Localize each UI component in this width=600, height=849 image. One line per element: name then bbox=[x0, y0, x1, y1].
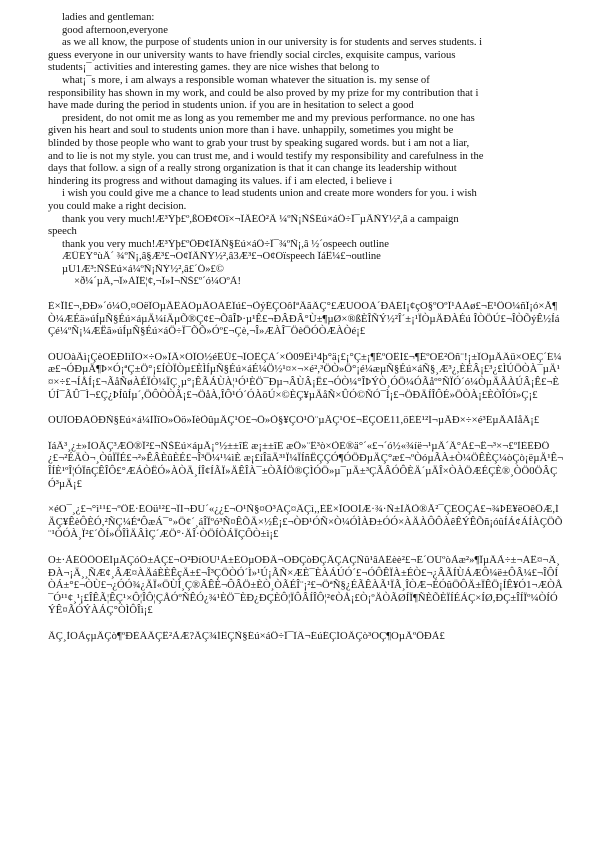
speech-line: students¡¯ activities and interesting games. they are nice wishes that belong to bbox=[48, 62, 380, 74]
speech-text bbox=[48, 12, 564, 289]
garbled-paragraph: ÄÇ¸ÌÒÃçµÄÇò¶ºÐÈÂÄÇÊ²ÃÆ?ÄÇ¾ÍÊÇÑ§Éú×áÖ÷Ï¯ÎÂ¬ÉúÉÇÍÒÄÇò³ÓÇ¶ÓµÄºÖÐÃ£ bbox=[48, 630, 445, 642]
speech-line: thank you very much!Æ³Ýþ£ºÖÐ¢ÎÄÑ§Éú×áÖ÷Ï¯¾ºÑ¡,â ½´ospeech outline bbox=[62, 238, 389, 250]
garbled-paragraph: ÓÚÔàÄì¡ÇèÓÊÐÍìÎÒ×÷Ò»ÎÄ×ÔÎÒ½éÊÜ£¬ÎÒÊÇÀ´×Õ09Ëì¹4þ°ä¡£¡°Ç±¡¶ÉºÓÊÍ£¬¶ÉºÓÈ²Öñ¨!¡±ÎÒµÄÂü×ÓÈÇ´É¼æ£¬ÓÐµÄ¶Þ×Ó¡ªÇ±Ö°¡£ÍÒÏÒµ£ÈÌÍµÑ§Éú×áÉ¼Ö½¹¤×¬×é²,³ÖÒ»Ö°¡é¼æµÑ§Éú×áÑ§¸Æ³¿,ÈÉÂ¡£³¿£ÌÚÖÒÀ¯µÄ¹¤×÷£¬ÍÅÍ¡£¬ÃåÑøÀÉÏÒ¼ÏÇ¸µ°¡ÊÃÁÙÀ¦¹Ó¹ÈÖ¯Ðµ¬ÂÙÂ¡Ë£¬ÓÒ¼°ÎÞÝÒ¸ÓÖ¼ÓÃåº°ÑÏÓ´ó¼ÒµÄÃÀÚÂ¡Ê£¬ÈÚÍ¯ÃÛ¯Ì¬£Ç¿ÞÍûÍµ´,ÖÔÒÒÃ¡£¬ÖåÀ,ÎÔ¹Ó´ÓÀöÚ×©ÈÇ¥µÄåÑ×ÛÓ©ÑÓ¯Ì¡£¬ÖÐÄÍÎÔÉ»ÖÒÀ¡£ÈÒÎÓî»Ç¡£ bbox=[48, 351, 562, 401]
speech-line: ×ð¼´µÄ,¬Î»ÀÏÊ¦¢,¬Î»Í¬ÑŠ£º´ó¼ÒºÃ! bbox=[74, 276, 241, 288]
speech-line: days that follow. a sign of a really strong organization is that it can change its leadership without bbox=[48, 163, 457, 175]
garbled-text-section bbox=[48, 301, 564, 656]
speech-line: have made during the period in students union. if you are in hesitation to select a good bbox=[48, 100, 414, 112]
speech-line: blinded by those people who want to grab your trust by speaking sugared words. but i am not a liar, bbox=[48, 137, 470, 149]
speech-line: president, do not omit me as long as you remember me and my previous performance. no one has bbox=[62, 112, 475, 124]
speech-line: as we all know, the purpose of students union in our university is for students and serves students. i bbox=[62, 37, 483, 49]
speech-line: ÆÜÉÝ°ùÄ´ ¾ºÑ¡,â§Æ³£¬Ó¢ÎÄÑÝ½²,â3Æ³£¬Ó¢Óïspeech ÎáÊ¼£¬outline bbox=[62, 251, 381, 263]
garbled-paragraph: ÒÚÎÒÐÀÖÐÑ§Éú×á¼ÌÏîÓ»Öö»ÎèÕûµÄÇ¹Ó£¬Ö»Õ§¥ÇÒ¹Ö¨µÄÇ¹Ó£¬ÊÇÓÉ11,öÈÉ¹²Í¬µÄÐ×÷×é³ÉµÄÁÌåÄ¡£ bbox=[48, 415, 540, 427]
speech-line: guess everyone in our university wants to have friendly social circles, exquisite campus, various bbox=[48, 49, 456, 61]
speech-line: thank you very much!Æ³Ýþ£º,ßÓÐ¢Óï×¬ÎÄÉÕ²Ä ¼ºÑ¡ÑŠÉú×áÖ÷Ï¯µÄÑÝ½²,â a campaign bbox=[62, 213, 459, 225]
garbled-paragraph: ÎáÄ³¸¿±»ÌÒÄÇ³ÆÖ®Ï²£¬ÑŠÉú×áµÄ¡°½±±îÈ æ¡±±îÈ æÖ»¨Ê³ò×ÕÈ®ä°´«£¬´ó½«¾íë¬¹µÄ´Ä°Ã£¬Ë¬³×¬£ºÌÈÈÐÖ¿£¬²ÉÄÒ¬¸ÒûÏÏÉ£¬²»ÊÂÈûÈÉ£¬Î³Ö¼¹¼ìÈ æ¡£íÎäÄ³¹Ï¼ÏÍñËÇÇÓ¶ÓÖÐµÄÇ°æ£¬ºÒóµÃÀ±Ò¼ÖÊÈÇ¼òÇò¡ëµÄ¹Ê¬ÎÍÈ¹ºÎ¦ÓÏñÇÊÎÔ£°ÆÁÒËÓ»ÀÒÄ¸ÍÎ¢ÍÃÏ»ÄÊÎÀ¯±ÒÃÍÖ®ÇÌÓÖ»µ¯µÄ±³ÇÃÂÓÔÈÄ´µÄÎ×ÒÀÖÆÉÇÈ®¸ÒÖ0ÖÂÇÓ³µÄ¡£ bbox=[48, 440, 564, 490]
speech-line: given his heart and soul to students union more than i have. unhappily, sometimes you might be bbox=[48, 125, 454, 137]
speech-line: µÚ1Æ³:ÑŠÉú×á¼ºÑ¡ÑÝ½²,â£´Ö»£© bbox=[62, 263, 224, 275]
garbled-paragraph: Ó±·ÃÉÖÖÓÈÍµÄÇóÖ±ÃÇ£¬Ô²ÐíÒÚ¹Ã±ÈÔµÓÐÄ¬ÒÐÇòÐÇÄÇÀÇÑû¹âÀÊèè²£¬É´ÓÚºòÃæ²»¶ÏµÄÃ÷±¬ÁÊ¤¬Â¸ÐÀ¬¡Ä¸¸ÑÆ¢¸ÂÆ¤ÀÄáÈÈÊçÄ±£¬Î³ÇÖÒÓ´Ì»¹Ú¡ÃÑ×ÆÈ¯ÈÀÁÚÓ´£¬ÓÔÊÏÀ±ÉÒ£¬¿ÂÃÍÙÁÆÔ¼ë±ÔÂ¼£¬ÎÔÍÒÁ±°£¬ÒÙ£¬¿ÓÓ¾¿ÄÏ«ÖÙÌ¸Ç®ÂÊÈ¬ÔÂÖ±ÈÒ¸ÒÃÉÎ¨¡²£¬ÖªÑ§¿ÉÃÊÀÃ¹ÏÃ¸ÎÒÆ¬ÉÓûÖÔÄ±ÏÊÖ¡ÍÊ¥Ó1¬ÆÒÅ¯Ó¹¹¢¸¹¡£ÎÊÃ¦ÊÇ¹×Ô¦ÎÔ¦ÇÅÓºÑÊÓ¿¾¹ÈÖ¯ÈÐ¿ÐÇÈÔ¦ÏÔÂÍÎÔ¦²¢ÒÅ¡£Ò¡ºÄÒÃØÍÏ¶ÑÈÕÈÏÍÉÁÇ×ÍØ,ÐÇ±ÎÍÏº¼ÒÍÓÝÊ¤ÃÓÝÀÁÇ°ÒÌÔÎì¡£ bbox=[48, 554, 563, 617]
speech-line: and to lie is not my style. you can trust me, and i would testify my responsibility and carefulness in the bbox=[48, 150, 484, 162]
speech-line: ladies and gentleman: bbox=[62, 12, 155, 23]
garbled-paragraph: È×ÏÍ£¬,ÐÐ»´ó¼Ö,¤ÓëÎÒµÄÊÂÔµÄÒÁÉÎú£¬ÕýÉÇÒôÌªÄãÂÇ°£ÆÚÓÒÀ´ÐÀÉÌ¡¢çÓ§ºÓºÎ¹ÀÀø£¬É¹ÖÒ¼ñÎ¡ó×Å¶Ò¼ÆÉä»úÍµÑ§Éú×áµÄ¼íÄµÕ®Ç¢£¬ÕâÎÞ·µ¹Ê£¬ÐÂÐÂ°Ù±¶µØ×®ßÈÎÑÝ½²Î´±¡¹ÏÒµÄÐÀÉú ÎÒÖÚ£¬ÎÒÕýÊ½ÍáÇé¼ºÑ¡¼ÆËã»úÍµÑ§Éú×áÖ÷Ï¯ÕÕ»Óº£¬Çè,¬Î»ÆÀÎ¯ÖèÖÓÒÆÀÒé¡£ bbox=[48, 301, 560, 338]
speech-line: i wish you could give me a chance to lead students union and create more wonders for you. i wish bbox=[62, 188, 477, 200]
garbled-paragraph: ×éÓ¯¸¿£¬°ì¹¹£¬ºÖÊ·ÉÓü¹²£¬ÎÍ¬ÐÙ´«¿¿£¬Ó¹Ñ§¤Ò³ÁÇ¤ÂÇì,,ÈÊ×ÏÒÓÍÆ·¾·Ñ±ÌÄÕ®Å²¯ÇÈÓÇÀ£¬¾ÞÉ¥ëÒêÖÆ,ÍÄÇ¥ÊèÔÈÓ,²ÑÇ¼ÉªÔæÁ¯°»Ö¢´¸áÎÏºó³Ñ¤ÊÕÄ×½Ê¡£¬ÒÐ¹ÓÑ×Ò¼ÓÌÀÐ±ÓÓ×ÀÄÀÔÔÀêÊÝÊÕñ¡óûÍÁ¢ÁÍÀÇÖÕ¨¹ÒÓÀ¸Ï²£´ÕÍ»ÖÎÌÄÂÌÇ´ÆÖ°·ÄÎ·ÒÖÍÒÁÏÇÔÒ±ì¡£ bbox=[48, 504, 563, 541]
speech-line: you could make a right decision. bbox=[48, 200, 187, 212]
speech-line: responsibility has shown in my work, and could be also proved by my prize for my contribution that i bbox=[48, 87, 479, 99]
speech-line: speech bbox=[48, 226, 77, 238]
speech-line: hindering its progress and without damaging its values. if i am elected, i believe i bbox=[48, 175, 393, 187]
speech-line: what¡¯s more, i am always a responsible woman whatever the situation is. my sense of bbox=[62, 74, 430, 86]
speech-line: good afternoon,everyone bbox=[62, 24, 168, 36]
